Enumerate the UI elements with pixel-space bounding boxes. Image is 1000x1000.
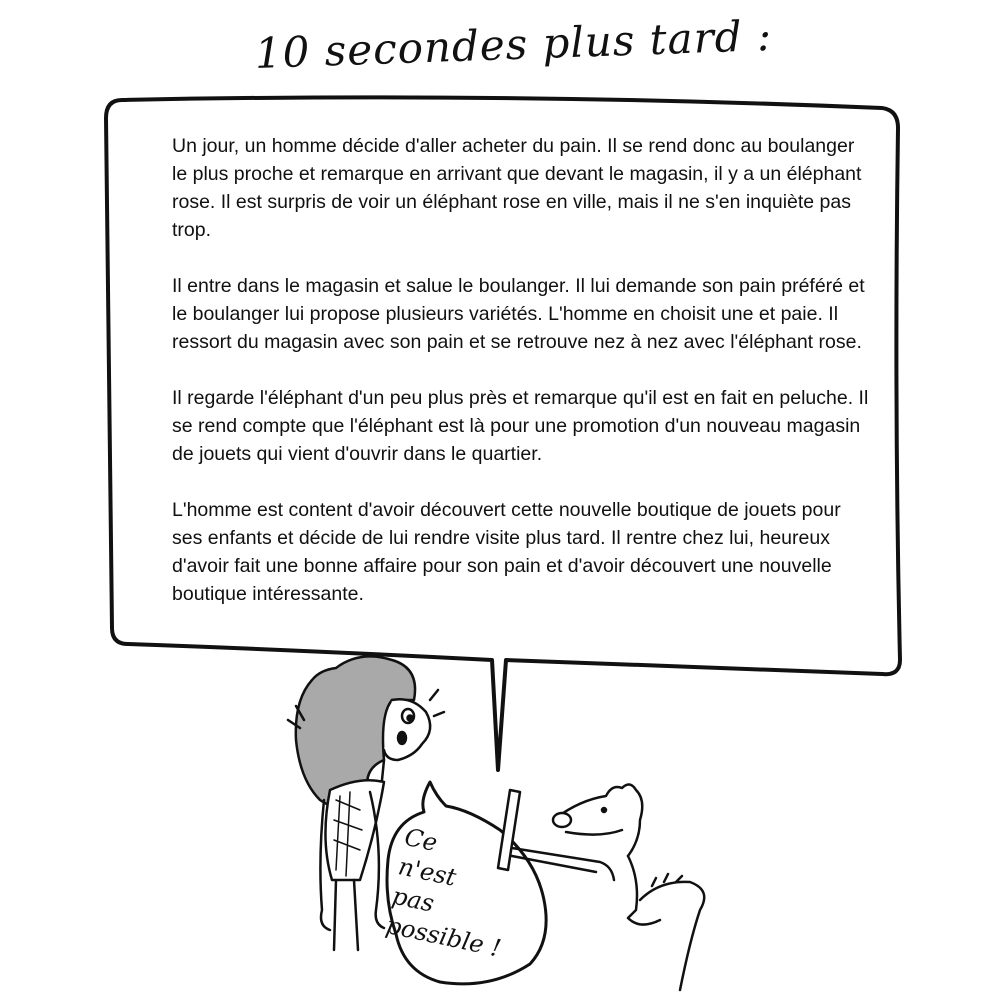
woman-dress [325,780,384,880]
dog-body [628,856,660,925]
caption-title: 10 secondes plus tard : [254,10,773,78]
story-paragraph: Un jour, un homme décide d'aller acheter du pain. Il se rend donc au boulanger le plus proche et remarque en arrivant que devant le magasin, il y a un éléphant rose. Il est surpris de voir un éléphant rose en ville, mais il ne s'en inquiète pas trop. [172,135,862,241]
story-paragraph: L'homme est content d'avoir découvert cette nouvelle boutique de jouets pour ses enfants et décide de lui rendre visite plus tard. Il rentre chez lui, heureux d'avoir fait une bonne affaire pour son pain et d'avoir découvert une nouvelle boutique intéressante. [172,499,841,605]
exclamation-line: possible ! [383,910,504,963]
exclamation-line: pas [389,881,437,918]
exclamation-line: n'est [395,852,459,892]
dog-nose [553,813,571,827]
dog-leg [640,882,704,990]
story-text [172,132,872,632]
story-paragraph: Il regarde l'éléphant d'un peu plus près et remarque qu'il est en fait en peluche. Il se rend compte que l'éléphant est là pour une promotion d'un nouveau magasin de jouets qui vient d'ouvrir dans le quartier. [172,387,869,465]
woman-mouth [398,732,406,744]
exclamation-line: Ce [402,822,440,858]
story-paragraph: Il entre dans le magasin et salue le boulanger. Il lui demande son pain préféré et le boulanger lui propose plusieurs variétés. L'homme en choisit une et paie. Il ressort du magasin avec son pain et se retrouve nez à nez avec l'éléphant rose. [172,275,865,353]
